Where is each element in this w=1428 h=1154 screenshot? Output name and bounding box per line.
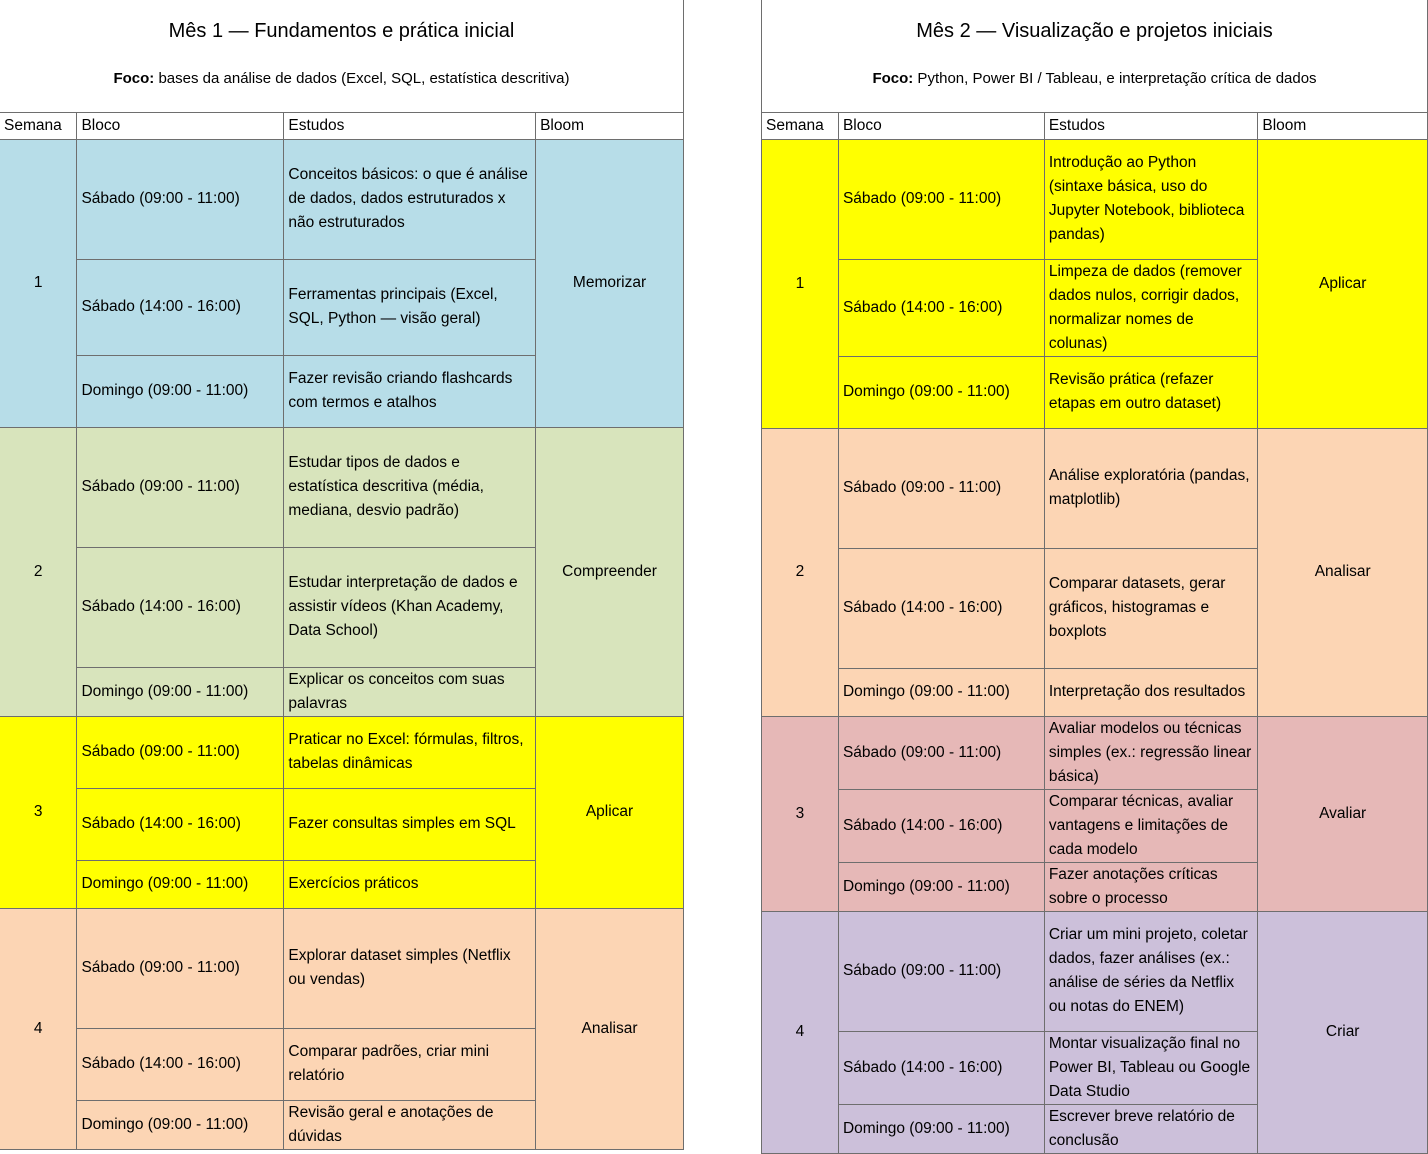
header-estudos: Estudos bbox=[284, 113, 536, 139]
month-1-schedule-table bbox=[0, 113, 684, 1150]
study-topic: Montar visualização final no Power BI, Tableau ou Google Data Studio bbox=[1044, 1031, 1258, 1104]
table-row bbox=[0, 716, 684, 788]
table-row bbox=[0, 139, 684, 259]
block-time: Sábado (09:00 - 11:00) bbox=[77, 139, 284, 259]
block-time: Sábado (09:00 - 11:00) bbox=[77, 427, 284, 547]
block-time: Sábado (14:00 - 16:00) bbox=[77, 1028, 284, 1100]
study-topic: Fazer anotações críticas sobre o processo bbox=[1044, 862, 1258, 911]
study-topic: Limpeza de dados (remover dados nulos, corrigir dados, normalizar nomes de colunas) bbox=[1044, 259, 1258, 356]
study-topic: Fazer revisão criando flashcards com termos e atalhos bbox=[284, 355, 536, 427]
week-number: 2 bbox=[0, 427, 77, 716]
month-2-header bbox=[761, 0, 1428, 113]
block-time: Sábado (09:00 - 11:00) bbox=[77, 908, 284, 1028]
bloom-level: Aplicar bbox=[1258, 139, 1428, 428]
week-number: 1 bbox=[762, 139, 839, 428]
block-time: Sábado (09:00 - 11:00) bbox=[838, 428, 1044, 548]
bloom-level: Memorizar bbox=[536, 139, 684, 427]
study-topic: Ferramentas principais (Excel, SQL, Python — visão geral) bbox=[284, 259, 536, 355]
study-topic: Conceitos básicos: o que é análise de dados, dados estruturados x não estruturados bbox=[284, 139, 536, 259]
week-number: 3 bbox=[762, 716, 839, 911]
focus-label: Foco: bbox=[872, 70, 914, 87]
week-number: 4 bbox=[762, 911, 839, 1153]
study-topic: Comparar datasets, gerar gráficos, histogramas e boxplots bbox=[1044, 548, 1258, 668]
bloom-level: Avaliar bbox=[1258, 716, 1428, 911]
table-row bbox=[762, 428, 1428, 548]
header-bloom: Bloom bbox=[1258, 113, 1428, 139]
header-bloom: Bloom bbox=[536, 113, 684, 139]
week-number: 1 bbox=[0, 139, 77, 427]
week-number: 4 bbox=[0, 908, 77, 1149]
table-header-row bbox=[762, 113, 1428, 139]
table-row bbox=[762, 911, 1428, 1031]
study-topic: Explicar os conceitos com suas palavras bbox=[284, 667, 536, 716]
table-row bbox=[0, 427, 684, 547]
focus-text: bases da análise de dados (Excel, SQL, estatística descritiva) bbox=[154, 70, 570, 87]
block-time: Domingo (09:00 - 11:00) bbox=[77, 667, 284, 716]
block-time: Sábado (14:00 - 16:00) bbox=[77, 259, 284, 355]
block-time: Sábado (14:00 - 16:00) bbox=[838, 259, 1044, 356]
block-time: Domingo (09:00 - 11:00) bbox=[838, 668, 1044, 716]
study-topic: Avaliar modelos ou técnicas simples (ex.: regressão linear básica) bbox=[1044, 716, 1258, 789]
header-semana: Semana bbox=[762, 113, 839, 139]
study-topic: Interpretação dos resultados bbox=[1044, 668, 1258, 716]
study-topic: Criar um mini projeto, coletar dados, fazer análises (ex.: análise de séries da Netflix ou notas do ENEM) bbox=[1044, 911, 1258, 1031]
block-time: Sábado (14:00 - 16:00) bbox=[838, 1031, 1044, 1104]
table-row bbox=[0, 908, 684, 1028]
block-time: Domingo (09:00 - 11:00) bbox=[838, 1104, 1044, 1153]
month-1-panel bbox=[0, 0, 684, 1147]
header-semana: Semana bbox=[0, 113, 77, 139]
block-time: Sábado (14:00 - 16:00) bbox=[77, 547, 284, 667]
block-time: Domingo (09:00 - 11:00) bbox=[77, 860, 284, 908]
block-time: Sábado (14:00 - 16:00) bbox=[838, 548, 1044, 668]
month-1-header bbox=[0, 0, 684, 113]
study-topic: Revisão geral e anotações de dúvidas bbox=[284, 1100, 536, 1149]
header-bloco: Bloco bbox=[838, 113, 1044, 139]
focus-text: Python, Power BI / Tableau, e interpretação crítica de dados bbox=[913, 70, 1317, 87]
study-topic: Estudar tipos de dados e estatística descritiva (média, mediana, desvio padrão) bbox=[284, 427, 536, 547]
block-time: Sábado (14:00 - 16:00) bbox=[77, 788, 284, 860]
month-1-title: Mês 1 — Fundamentos e prática inicial bbox=[168, 20, 515, 42]
month-2-title: Mês 2 — Visualização e projetos iniciais bbox=[916, 20, 1273, 42]
table-header-row bbox=[0, 113, 684, 139]
study-topic: Estudar interpretação de dados e assistir vídeos (Khan Academy, Data School) bbox=[284, 547, 536, 667]
bloom-level: Analisar bbox=[1258, 428, 1428, 716]
table-row bbox=[762, 716, 1428, 789]
header-estudos: Estudos bbox=[1044, 113, 1258, 139]
block-time: Sábado (09:00 - 11:00) bbox=[838, 716, 1044, 789]
block-time: Domingo (09:00 - 11:00) bbox=[838, 862, 1044, 911]
block-time: Sábado (09:00 - 11:00) bbox=[838, 911, 1044, 1031]
block-time: Domingo (09:00 - 11:00) bbox=[77, 1100, 284, 1149]
block-time: Sábado (09:00 - 11:00) bbox=[838, 139, 1044, 259]
week-number: 2 bbox=[762, 428, 839, 716]
study-topic: Praticar no Excel: fórmulas, filtros, tabelas dinâmicas bbox=[284, 716, 536, 788]
bloom-level: Aplicar bbox=[536, 716, 684, 908]
month-2-panel bbox=[761, 0, 1428, 1147]
study-topic: Comparar técnicas, avaliar vantagens e limitações de cada modelo bbox=[1044, 789, 1258, 862]
block-time: Sábado (14:00 - 16:00) bbox=[838, 789, 1044, 862]
block-time: Domingo (09:00 - 11:00) bbox=[77, 355, 284, 427]
study-topic: Introdução ao Python (sintaxe básica, uso do Jupyter Notebook, biblioteca pandas) bbox=[1044, 139, 1258, 259]
study-topic: Escrever breve relatório de conclusão bbox=[1044, 1104, 1258, 1153]
bloom-level: Compreender bbox=[536, 427, 684, 716]
study-topic: Fazer consultas simples em SQL bbox=[284, 788, 536, 860]
study-topic: Análise exploratória (pandas, matplotlib) bbox=[1044, 428, 1258, 548]
month-2-schedule-table bbox=[761, 113, 1428, 1154]
bloom-level: Criar bbox=[1258, 911, 1428, 1153]
study-topic: Comparar padrões, criar mini relatório bbox=[284, 1028, 536, 1100]
block-time: Domingo (09:00 - 11:00) bbox=[838, 356, 1044, 428]
study-topic: Exercícios práticos bbox=[284, 860, 536, 908]
month-2-weeks bbox=[762, 139, 1428, 1153]
month-2-focus bbox=[762, 70, 1427, 87]
month-1-focus bbox=[0, 70, 683, 87]
week-number: 3 bbox=[0, 716, 77, 908]
header-bloco: Bloco bbox=[77, 113, 284, 139]
study-topic: Explorar dataset simples (Netflix ou vendas) bbox=[284, 908, 536, 1028]
block-time: Sábado (09:00 - 11:00) bbox=[77, 716, 284, 788]
focus-label: Foco: bbox=[113, 70, 155, 87]
study-topic: Revisão prática (refazer etapas em outro dataset) bbox=[1044, 356, 1258, 428]
table-row bbox=[762, 139, 1428, 259]
month-1-weeks bbox=[0, 139, 684, 1149]
bloom-level: Analisar bbox=[536, 908, 684, 1149]
